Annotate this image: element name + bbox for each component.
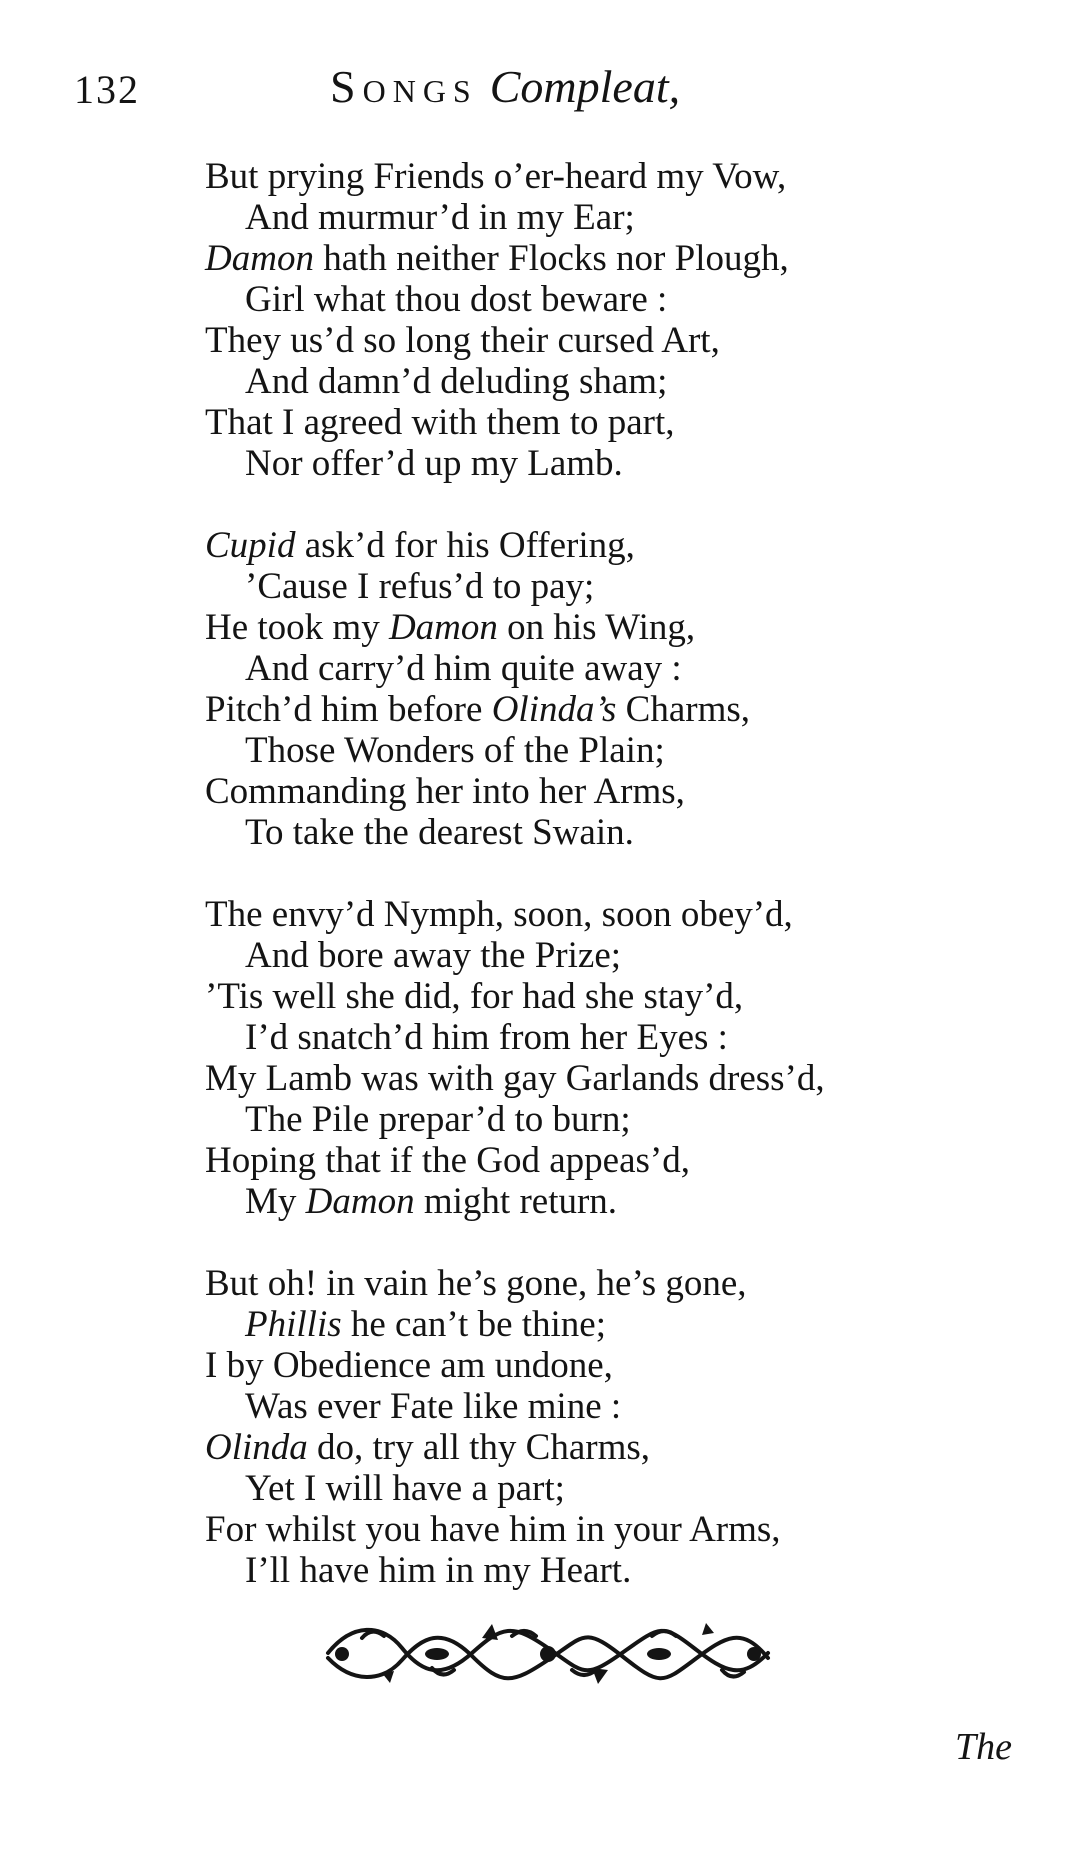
poem-line [205,935,985,976]
line-text: hath neither Flocks nor Plough, [313,238,789,279]
line-text: Girl what thou dost beware : [245,279,668,320]
line-text: To take the dearest Swain. [245,812,634,853]
poem-line [205,197,985,238]
line-text: I’d snatch’d him from her Eyes : [245,1017,728,1058]
poem-line [205,976,985,1017]
running-head [330,60,680,113]
line-text: he can’t be thine; [341,1304,607,1345]
stanza [205,525,985,853]
line-text: Was ever Fate like mine : [245,1386,622,1427]
italic-name: Damon [205,238,314,279]
italic-name: Olinda’s [491,689,617,730]
line-text: ask’d for his Offering, [295,525,635,566]
poem-line [205,320,985,361]
poem-line [205,566,985,607]
poem-line [205,238,985,279]
italic-name: Phillis [245,1304,342,1345]
line-text: ’Tis well she did, for had she stay’d, [205,976,744,1017]
running-head-italic: Compleat, [489,61,681,112]
poem-line [205,607,985,648]
line-text: Those Wonders of the Plain; [245,730,665,771]
floral-vine-tailpiece-ornament [322,1618,774,1688]
stanza [205,894,985,1222]
poem-line [205,730,985,771]
poem-line [205,1017,985,1058]
poem-line [205,1427,985,1468]
poem-line [205,1468,985,1509]
italic-name: Damon [305,1181,415,1222]
poem-line [205,443,985,484]
poem-line [205,1140,985,1181]
catchword: The [955,1726,1012,1768]
line-text: Hoping that if the God appeas’d, [205,1140,690,1181]
line-text: Yet I will have a part; [245,1468,565,1509]
line-text: Charms, [616,689,751,730]
line-text: on his Wing, [497,607,696,648]
poem-line [205,1386,985,1427]
poem-line [205,812,985,853]
line-text: But prying Friends o’er-heard my Vow, [205,156,787,197]
line-text: My Lamb was with gay Garlands dress’d, [205,1058,825,1099]
line-text: And bore away the Prize; [245,935,622,976]
line-text: The envy’d Nymph, soon, soon obey’d, [205,894,793,935]
italic-name: Cupid [205,525,296,566]
line-text: That I agreed with them to part, [205,402,675,443]
poem-line [205,402,985,443]
line-text: Nor offer’d up my Lamb. [245,443,623,484]
line-text: Pitch’d him before [205,689,492,730]
line-text: And carry’d him quite away : [245,648,682,689]
poem-line [205,1550,985,1591]
line-text: And damn’d deluding sham; [245,361,668,402]
line-text: And murmur’d in my Ear; [245,197,635,238]
poem-line [205,1058,985,1099]
poem-line [205,1181,985,1222]
running-head-smallcaps [330,61,478,112]
line-text: ’Cause I refus’d to pay; [245,566,595,607]
line-text: might return. [414,1181,618,1222]
line-text: The Pile prepar’d to burn; [245,1099,631,1140]
poem-line [205,1263,985,1304]
line-text: But oh! in vain he’s gone, he’s gone, [205,1263,747,1304]
line-text: He took my [205,607,389,648]
line-text: They us’d so long their cursed Art, [205,320,720,361]
stanza [205,1263,985,1591]
poem-line [205,1304,985,1345]
poem-line [205,771,985,812]
italic-name: Olinda [205,1427,308,1468]
poem-line [205,525,985,566]
poem-line [205,894,985,935]
line-text: I by Obedience am undone, [205,1345,613,1386]
line-text: For whilst you have him in your Arms, [205,1509,781,1550]
stanza [205,156,985,484]
running-head-rest: ONGS [362,73,478,109]
poem-line [205,361,985,402]
poem-line [205,156,985,197]
poem-line [205,648,985,689]
page-number: 132 [74,67,140,112]
line-text: do, try all thy Charms, [307,1427,650,1468]
running-head-initial: S [330,61,363,112]
poem-line [205,1345,985,1386]
italic-name: Damon [388,607,498,648]
poem-body [205,156,985,1632]
line-text: My [245,1181,306,1222]
line-text: I’ll have him in my Heart. [245,1550,632,1591]
poem-line [205,279,985,320]
poem-line [205,689,985,730]
poem-line [205,1509,985,1550]
line-text: Commanding her into her Arms, [205,771,685,812]
poem-line [205,1099,985,1140]
